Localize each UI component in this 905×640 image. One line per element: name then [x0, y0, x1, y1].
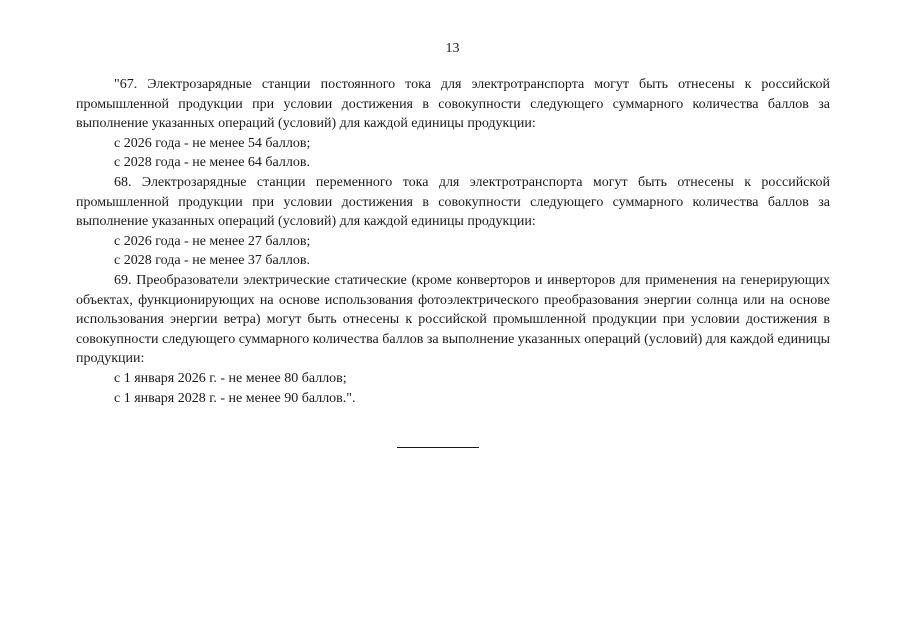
document-body: [76, 75, 830, 408]
end-of-document-rule: [397, 447, 479, 448]
section-67: [76, 75, 830, 173]
section-69: [76, 271, 830, 408]
threshold-item: с 2028 года - не менее 37 баллов.: [114, 253, 310, 269]
threshold-item: с 2026 года - не менее 54 баллов;: [114, 135, 311, 151]
threshold-item: с 1 января 2026 г. - не менее 80 баллов;: [114, 370, 347, 386]
section-68: [76, 173, 830, 271]
paragraph-68: 68. Электрозарядные станции переменного тока для электротранспорта могут быть отнесены к российской промышленной продукции при условии достижения в совокупности следующего суммарного количества баллов за выполнение указанных операций (условий) для каждой единицы продукции:: [76, 174, 830, 230]
paragraph-69: 69. Преобразователи электрические статические (кроме конверторов и инверторов для применения на генерирующих объектах, функционирующих на основе использования фотоэлектрического преобразования энергии солнца или на основе использования энергии ветра) могут быть отнесены к российской промышленной продукции при условии достижения в совокупности следующего суммарного количества баллов за выполнение указанных операций (условий) для каждой единицы продукции:: [76, 272, 830, 367]
threshold-item: с 2026 года - не менее 27 баллов;: [114, 233, 311, 249]
paragraph-67: "67. Электрозарядные станции постоянного тока для электротранспорта могут быть отнесены к российской промышленной продукции при условии достижения в совокупности следующего суммарного количества баллов за выполнение указанных операций (условий) для каждой единицы продукции:: [76, 77, 830, 132]
threshold-item: с 2028 года - не менее 64 баллов.: [114, 155, 310, 171]
threshold-item: с 1 января 2028 г. - не менее 90 баллов.".: [114, 390, 356, 406]
page-number: 13: [445, 41, 460, 56]
